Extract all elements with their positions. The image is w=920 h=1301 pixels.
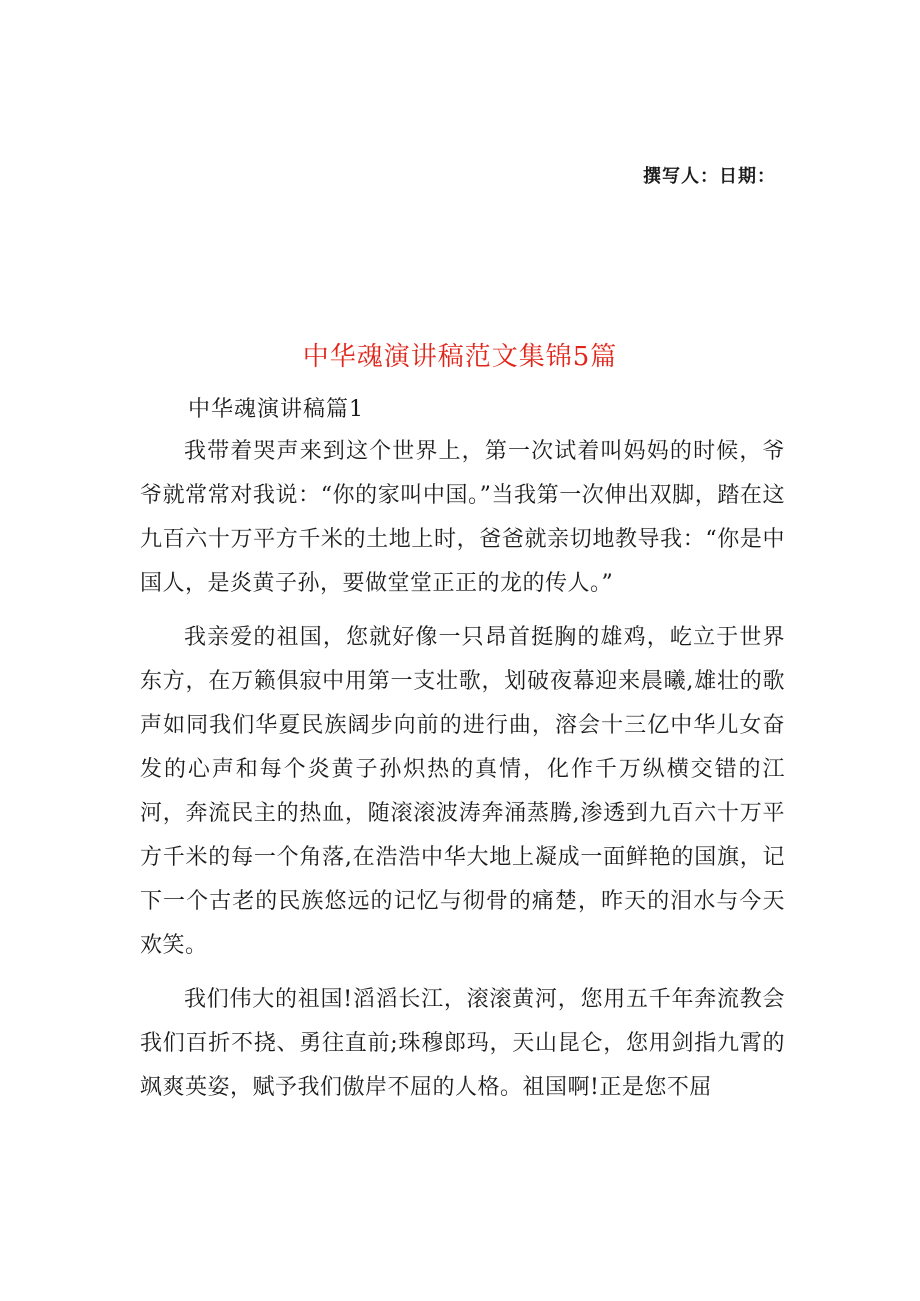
paragraph-3: 我们伟大的祖国!滔滔长江，滚滚黄河，您用五千年奔流教会我们百折不挠、勇往直前;珠穆郎玛，天山昆仑，您用剑指九霄的飒爽英姿，赋予我们傲岸不屈的人格。祖国啊!正是您不屈 <box>140 987 785 1100</box>
paragraph-2: 我亲爱的祖国，您就好像一只昂首挺胸的雄鸡，屹立于世界东方，在万籁俱寂中用第一支壮歌，划破夜幕迎来晨曦,雄壮的歌声如同我们华夏民族阔步向前的进行曲，溶会十三亿中华儿女奋发的心声和每个炎黄子孙炽热的真情，化作千万纵横交错的江河，奔流民主的热血，随滚滚波涛奔涌蒸腾,渗透到九百六十万平方千米的每一个角落,在浩浩中华大地上凝成一面鲜艳的国旗，记下一个古老的民族悠远的记忆与彻骨的痛楚，昨天的泪水与今天欢笑。 <box>140 625 785 958</box>
author-date-line: 撰写人：日期： <box>643 166 776 187</box>
paragraph-1: 我带着哭声来到这个世界上，第一次试着叫妈妈的时候，爷爷就常常对我说：“你的家叫中国。”当我第一次伸出双脚，踏在这九百六十万平方千米的土地上时，爸爸就亲切地教导我：“你是中国人，是炎黄子孙，要做堂堂正正的龙的传人。” <box>140 439 785 596</box>
document-title: 中华魂演讲稿范文集锦5篇 <box>302 342 618 372</box>
section-heading: 中华魂演讲稿篇1 <box>188 397 364 422</box>
body-text <box>140 430 785 1120</box>
